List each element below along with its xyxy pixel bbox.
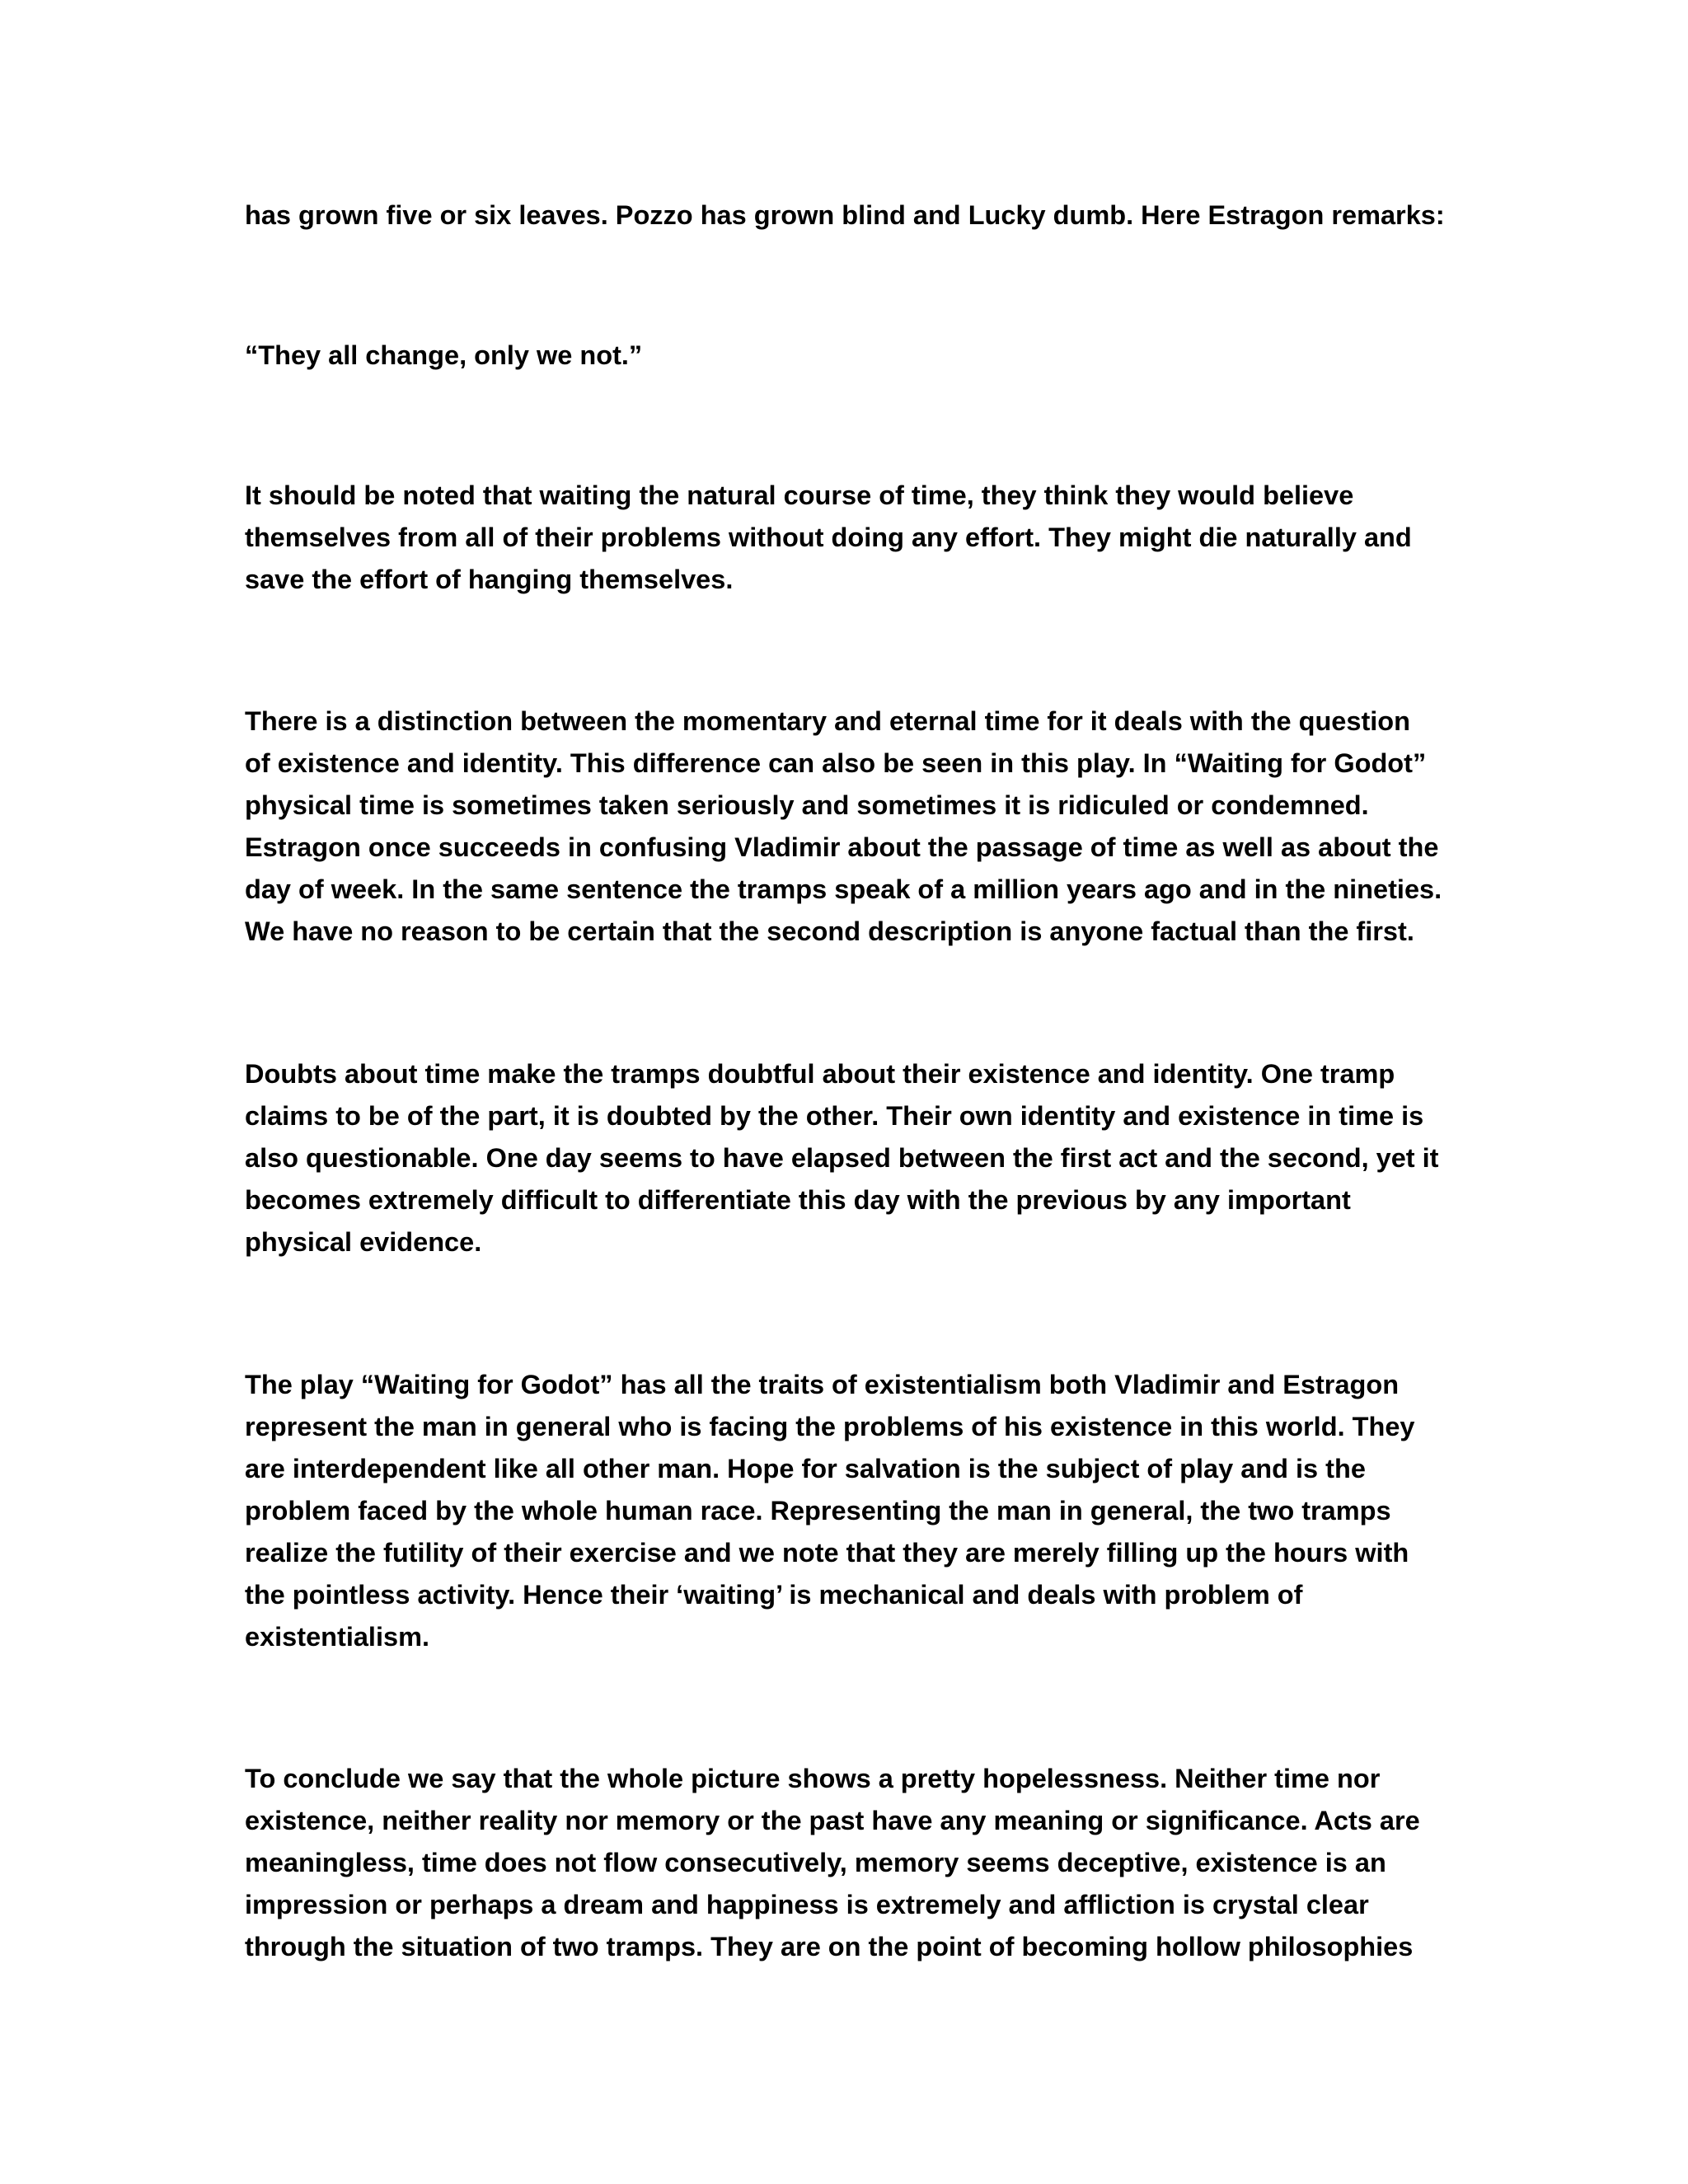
paragraph-line: Doubts about time make the tramps doubtful about their existence and identity. One tramp <box>245 1059 1395 1089</box>
paragraph-7 <box>245 1758 1448 1968</box>
paragraph-line: existentialism. <box>245 1622 429 1652</box>
paragraph-3 <box>245 475 1448 601</box>
paragraph-line: To conclude we say that the whole picture shows a pretty hopelessness. Neither time nor <box>245 1764 1381 1793</box>
paragraph-line: day of week. In the same sentence the tramps speak of a million years ago and in the nineties. <box>245 874 1442 904</box>
paragraph-line: also questionable. One day seems to have elapsed between the first act and the second, yet it <box>245 1143 1439 1173</box>
paragraph-line: “They all change, only we not.” <box>245 340 643 370</box>
paragraph-line: physical time is sometimes taken seriously and sometimes it is ridiculed or condemned. <box>245 790 1369 820</box>
paragraph-line: realize the futility of their exercise and we note that they are merely filling up the hours with <box>245 1538 1409 1568</box>
paragraph-line: themselves from all of their problems without doing any effort. They might die naturally and <box>245 523 1412 552</box>
paragraph-line: There is a distinction between the momentary and eternal time for it deals with the question <box>245 706 1411 736</box>
paragraph-line: through the situation of two tramps. They are on the point of becoming hollow philosophies <box>245 1932 1414 1961</box>
paragraph-line: The play “Waiting for Godot” has all the traits of existentialism both Vladimir and Estragon <box>245 1370 1400 1399</box>
paragraph-line: It should be noted that waiting the natural course of time, they think they would believe <box>245 480 1354 510</box>
paragraph-line: becomes extremely difficult to differentiate this day with the previous by any important <box>245 1185 1351 1215</box>
paragraph-1 <box>245 194 1448 237</box>
paragraph-line: problem faced by the whole human race. Representing the man in general, the two tramps <box>245 1496 1391 1526</box>
paragraph-line: the pointless activity. Hence their ‘waiting’ is mechanical and deals with problem of <box>245 1580 1303 1610</box>
paragraph-line: Estragon once succeeds in confusing Vladimir about the passage of time as well as about the <box>245 832 1439 862</box>
paragraph-line: physical evidence. <box>245 1227 482 1257</box>
paragraph-line: save the effort of hanging themselves. <box>245 565 734 594</box>
paragraph-line: are interdependent like all other man. Hope for salvation is the subject of play and is the <box>245 1454 1366 1483</box>
paragraph-6 <box>245 1364 1448 1658</box>
paragraph-line: has grown five or six leaves. Pozzo has grown blind and Lucky dumb. Here Estragon remarks: <box>245 200 1445 230</box>
paragraph-2-quote <box>245 335 1448 377</box>
paragraph-5 <box>245 1053 1448 1263</box>
paragraph-line: represent the man in general who is facing the problems of his existence in this world. They <box>245 1412 1415 1441</box>
paragraph-line: We have no reason to be certain that the second description is anyone factual than the first. <box>245 916 1414 946</box>
paragraph-line: of existence and identity. This difference can also be seen in this play. In “Waiting for Godot” <box>245 748 1427 778</box>
paragraph-line: impression or perhaps a dream and happiness is extremely and affliction is crystal clear <box>245 1890 1369 1919</box>
paragraph-line: existence, neither reality nor memory or the past have any meaning or significance. Acts are <box>245 1806 1420 1835</box>
paragraph-4 <box>245 701 1448 953</box>
paragraph-line: meaningless, time does not flow consecutively, memory seems deceptive, existence is an <box>245 1848 1386 1877</box>
paragraph-line: claims to be of the part, it is doubted by the other. Their own identity and existence in time is <box>245 1101 1424 1131</box>
